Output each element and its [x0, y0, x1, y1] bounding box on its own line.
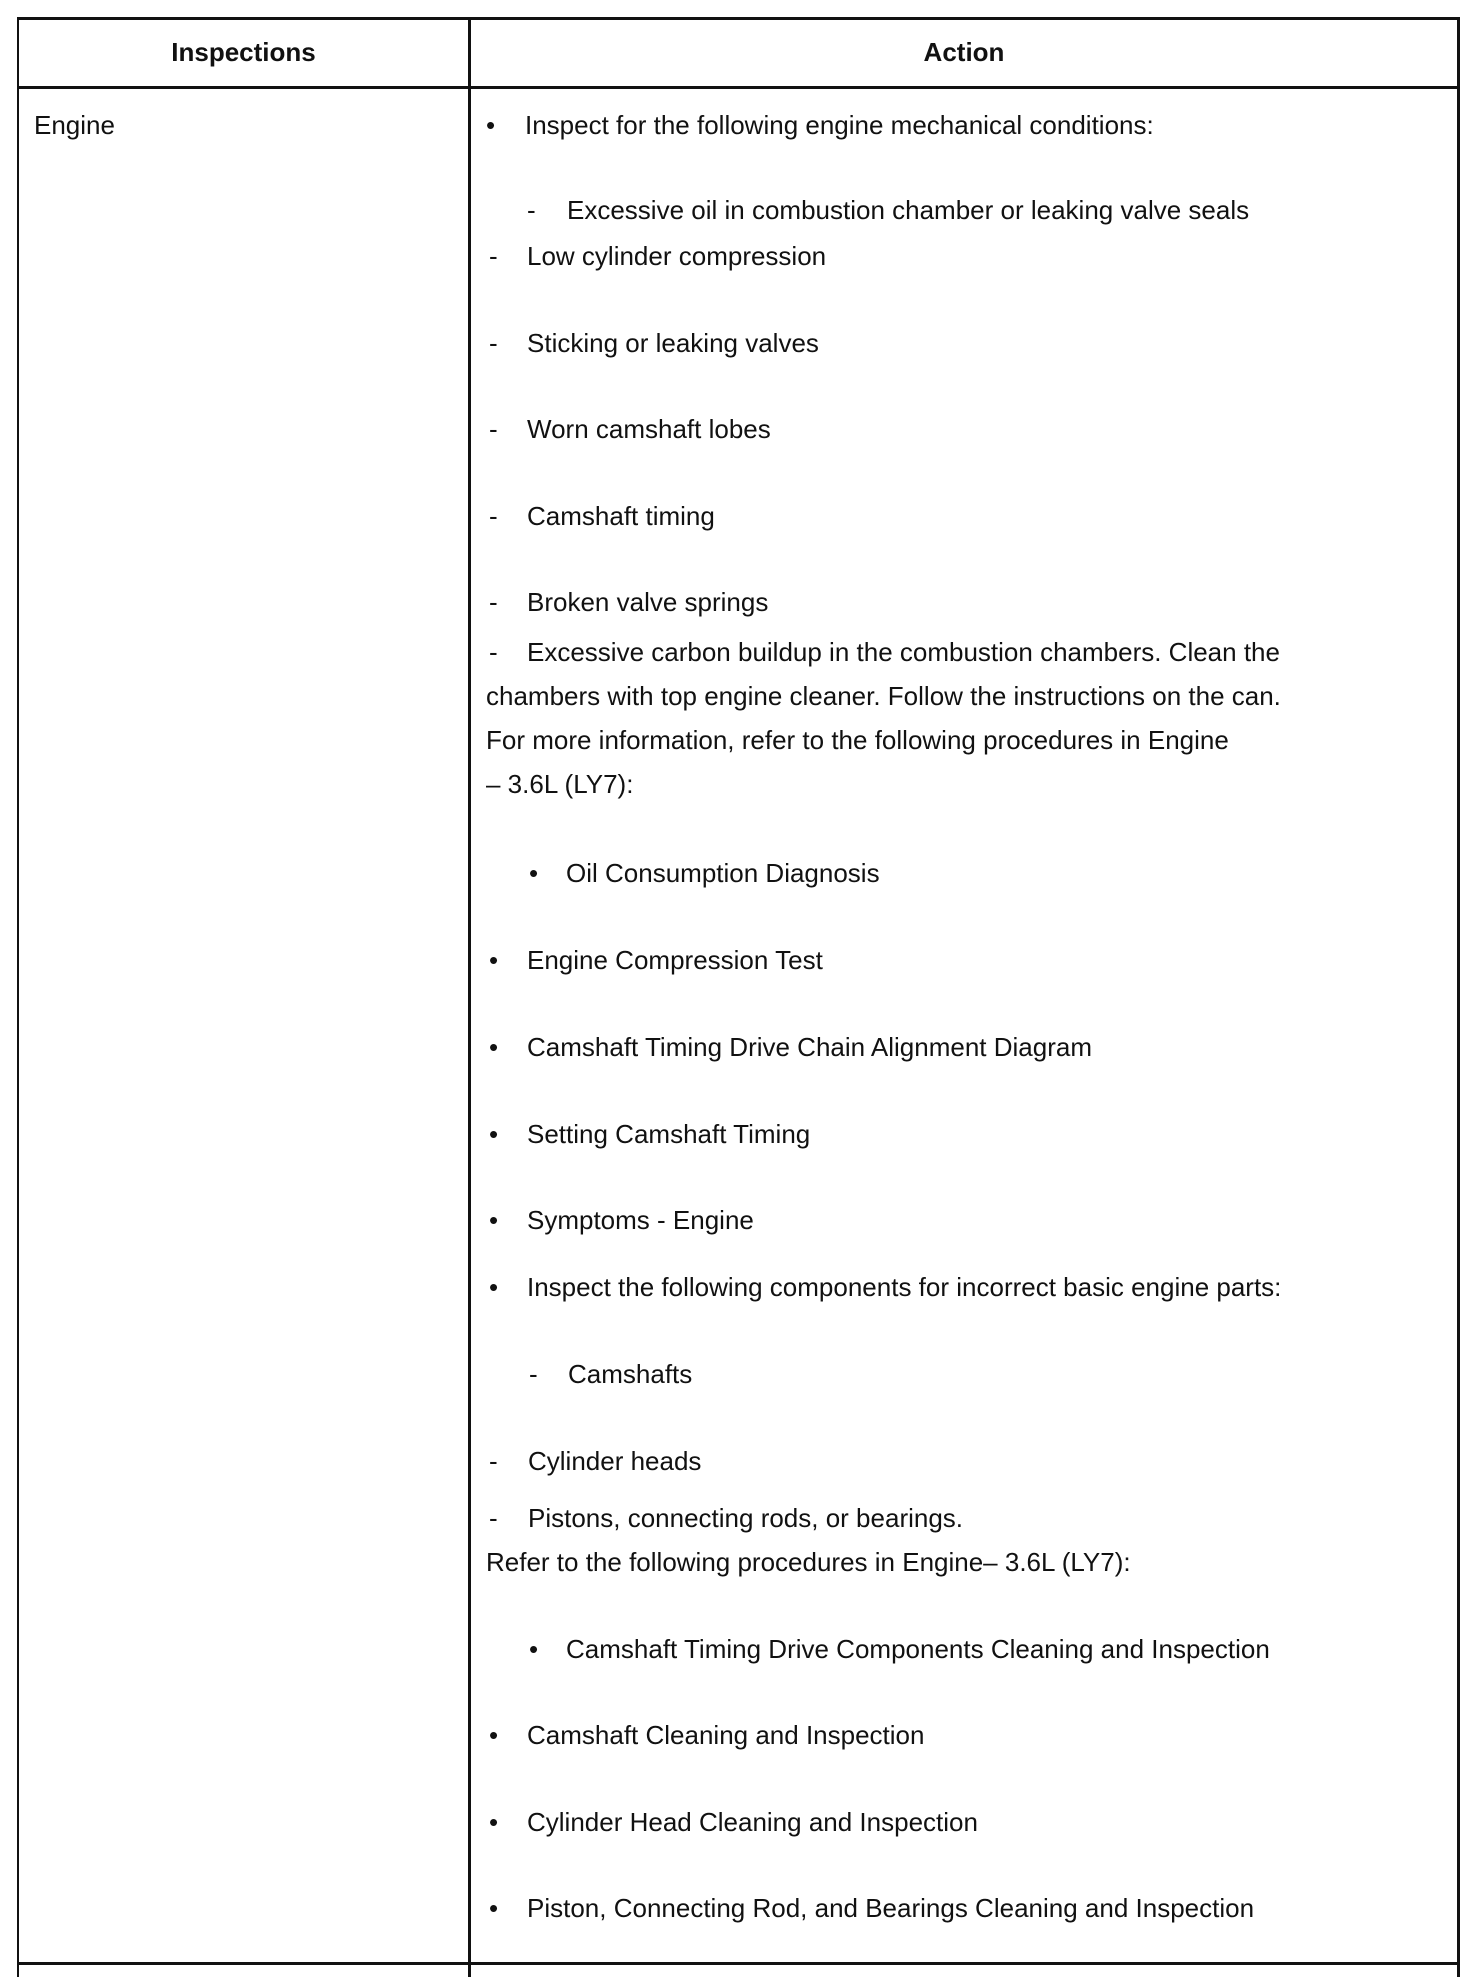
table-border-top: [17, 17, 1460, 20]
action-text: For more information, refer to the following procedures in Engine: [486, 725, 1229, 755]
action-text: Cylinder heads: [528, 1446, 702, 1476]
action-text: Setting Camshaft Timing: [527, 1119, 811, 1149]
dash-marker: -: [527, 195, 536, 225]
dash-marker: -: [489, 501, 498, 531]
bullet-marker: •: [489, 1032, 499, 1062]
action-text: Excessive oil in combustion chamber or leaking valve seals: [567, 195, 1250, 225]
action-text: Oil Consumption Diagnosis: [566, 858, 880, 888]
bullet-marker: •: [489, 1807, 499, 1837]
action-text: Piston, Connecting Rod, and Bearings Cleaning and Inspection: [527, 1893, 1255, 1923]
action-text: Engine Compression Test: [527, 945, 823, 975]
dash-marker: -: [489, 1503, 498, 1533]
dash-marker: -: [529, 1359, 538, 1389]
action-text: Cylinder Head Cleaning and Inspection: [527, 1807, 978, 1837]
action-text: Low cylinder compression: [527, 241, 827, 271]
bullet-marker: •: [489, 1272, 499, 1302]
bullet-marker: •: [486, 110, 496, 140]
dash-marker: -: [489, 587, 498, 617]
action-text: chambers with top engine cleaner. Follow the instructions on the can.: [486, 681, 1281, 711]
action-text: Excessive carbon buildup in the combustion chambers. Clean the: [527, 637, 1280, 667]
action-text: Worn camshaft lobes: [527, 414, 771, 444]
bullet-marker: •: [489, 1893, 499, 1923]
dash-marker: -: [489, 1446, 498, 1476]
header-inspections: Inspections: [171, 37, 316, 67]
table-border-bottom: [17, 1962, 1460, 1965]
action-text: Pistons, connecting rods, or bearings.: [528, 1503, 964, 1533]
dash-marker: -: [489, 328, 498, 358]
action-text: Refer to the following procedures in Engine– 3.6L (LY7):: [486, 1547, 1131, 1577]
table-column-divider: [468, 17, 471, 1977]
dash-marker: -: [489, 241, 498, 271]
action-text: – 3.6L (LY7):: [486, 769, 634, 799]
bullet-marker: •: [529, 1634, 539, 1664]
bullet-marker: •: [489, 945, 499, 975]
action-text: Sticking or leaking valves: [527, 328, 819, 358]
bullet-marker: •: [489, 1205, 499, 1235]
action-text: Camshaft timing: [527, 501, 715, 531]
bullet-marker: •: [489, 1720, 499, 1750]
action-text: Camshafts: [568, 1359, 693, 1389]
bullet-marker: •: [529, 858, 539, 888]
table-header-divider: [17, 86, 1460, 89]
inspection-cell-engine: Engine: [34, 110, 115, 140]
action-text: Camshaft Cleaning and Inspection: [527, 1720, 925, 1750]
action-text: Symptoms - Engine: [527, 1205, 754, 1235]
action-text: Broken valve springs: [527, 587, 769, 617]
bullet-marker: •: [489, 1119, 499, 1149]
table-border-right: [1457, 17, 1460, 1977]
table-border-left: [17, 17, 19, 1977]
action-text: Camshaft Timing Drive Components Cleaning and Inspection: [566, 1634, 1270, 1664]
action-text: Inspect the following components for incorrect basic engine parts:: [527, 1272, 1282, 1302]
action-text: Inspect for the following engine mechanical conditions:: [525, 110, 1154, 140]
action-text: Camshaft Timing Drive Chain Alignment Diagram: [527, 1032, 1092, 1062]
dash-marker: -: [489, 414, 498, 444]
header-action: Action: [923, 37, 1005, 67]
dash-marker: -: [489, 637, 498, 667]
